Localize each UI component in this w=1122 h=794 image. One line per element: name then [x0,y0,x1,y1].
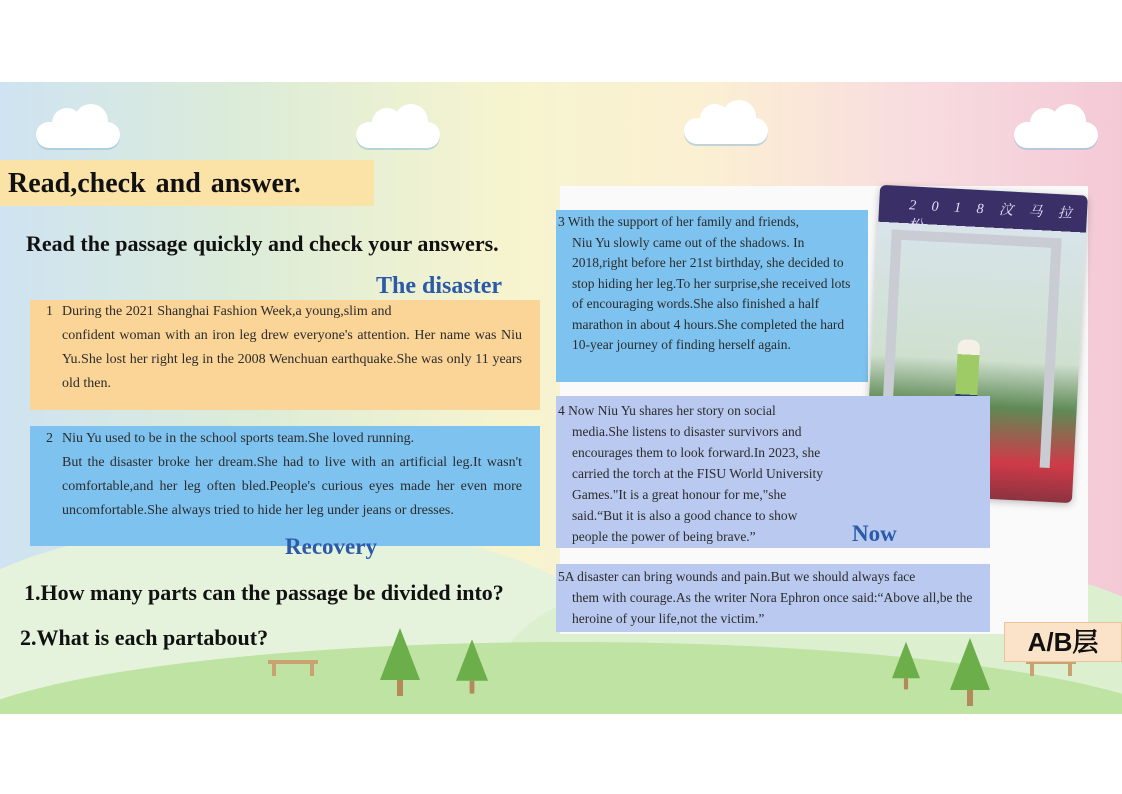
paragraph-5 [556,564,990,632]
paragraph-1-first-line: 1 During the 2021 Shanghai Fashion Week,a young,slim and [46,304,392,319]
tree-decoration [456,639,488,681]
cloud-decoration [684,118,768,144]
question-1: 1.How many parts can the passage be divided into? [24,580,504,605]
cloud-decoration [1014,122,1098,148]
cloud-decoration [356,122,440,148]
paragraph-1 [30,300,540,410]
paragraph-4-first-line: 4 Now Niu Yu shares her story on social [558,403,776,418]
paragraph-4-body: media.She listens to disaster survivors and encourages them to look forward.In 2023, she carried the torch at the FISU World University Games."It is a great honour for me,"she said.“But it is also a good chance to show people the power of being brave.” [572,424,823,544]
paragraph-3-first-line: 3 With the support of her family and friends, [558,214,800,229]
paragraph-5-body: them with courage.As the writer Nora Ephron once said:“Above all,be the heroine of your life,not the victim.” [572,590,973,626]
photo-caption: 2 0 1 8 汶 马 拉 松 [907,198,1079,235]
paragraph-2 [30,426,540,546]
bench-decoration [268,660,318,678]
paragraph-3-body: Niu Yu slowly came out of the shadows. In 2018,right before her 21st birthday, she decided to stop hiding her leg.To her surprise,she received lots of encouraging words.She also finished a half marathon in about 4 hours.She completed the hard 10-year journey of finding herself again. [572,234,851,352]
instruction-text: Read the passage quickly and check your answers. [26,231,499,256]
slide-title: Read,check and answer. [0,160,374,206]
tree-decoration [950,638,990,690]
section-label-disaster: The disaster [376,273,502,299]
paragraph-2-body: But the disaster broke her dream.She had to live with an artificial leg.It wasn't comfortable,and her leg often bled.People's curious eyes made her even more uncomfortable.She always tried to hide her leg under jeans or dresses. [62,455,522,518]
tree-decoration [380,628,420,680]
paragraph-3 [556,210,868,382]
bench-decoration [1026,660,1076,678]
level-badge: A/B层 [1004,622,1122,662]
section-label-now: Now [852,521,897,546]
paragraph-4 [556,396,990,548]
section-label-recovery: Recovery [285,534,377,559]
paragraph-1-body: confident woman with an iron leg drew everyone's attention. Her name was Niu Yu.She lost her right leg in the 2008 Wenchuan earthquake.She was only 11 years old then. [62,328,522,391]
paragraph-2-first-line: 2 Niu Yu used to be in the school sports team.She loved running. [46,431,415,446]
cloud-decoration [36,122,120,148]
tree-decoration [892,642,920,678]
question-2: 2.What is each partabout? [20,625,269,650]
paragraph-5-first-line: 5A disaster can bring wounds and pain.But we should always face [558,569,916,584]
